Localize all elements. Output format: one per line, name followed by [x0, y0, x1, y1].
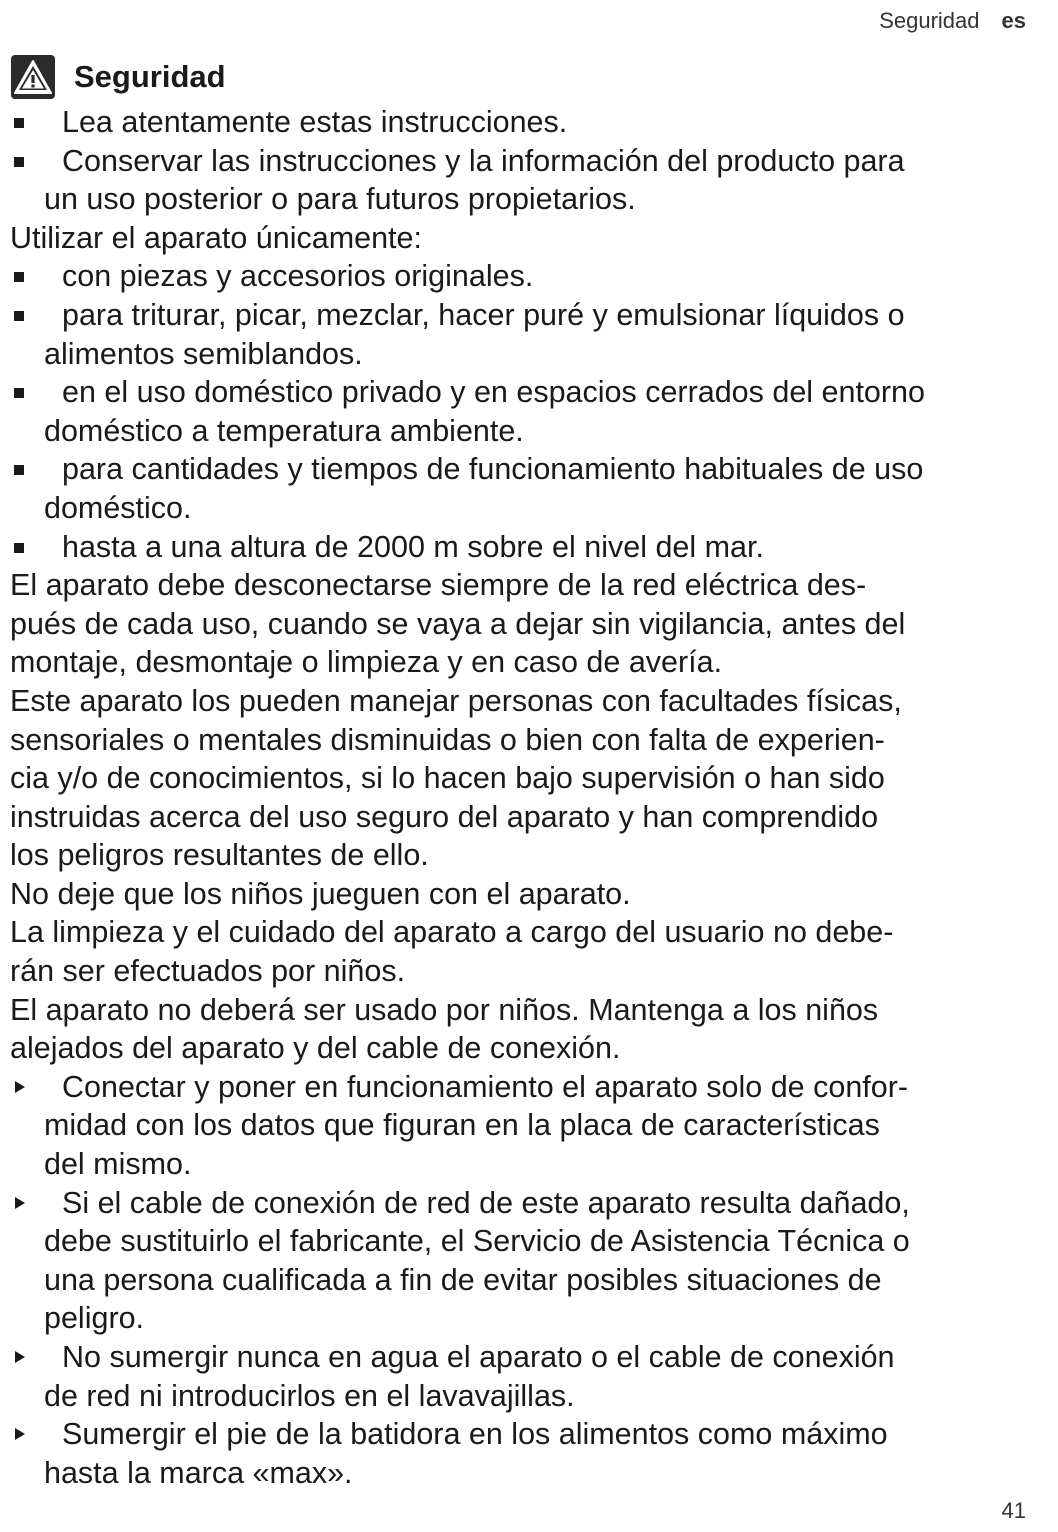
section-heading: Seguridad — [74, 59, 226, 94]
body-paragraph: Utilizar el aparato únicamente: — [10, 220, 422, 255]
list-item-continuation: doméstico. — [44, 490, 192, 525]
list-item-text: No sumergir nunca en agua el aparato o el cable de conexión — [62, 1340, 895, 1374]
running-header — [879, 8, 1026, 34]
section-title — [10, 52, 226, 102]
bullet-list-item — [10, 450, 1050, 527]
list-item-continuation: doméstico a temperatura ambiente. — [44, 413, 524, 448]
body-paragraph: La limpieza y el cuidado del aparato a cargo del usuario no debe- rán ser efectuados por niños. — [10, 915, 894, 989]
list-item-text: con piezas y accesorios originales. — [62, 259, 534, 294]
body-paragraph: El aparato no deberá ser usado por niños. Mantenga a los niños alejados del aparato y del cable de conexión. — [10, 992, 879, 1066]
list-item-text: Sumergir el pie de la batidora en los alimentos como máximo — [62, 1417, 888, 1452]
body-paragraph: No deje que los niños jueguen con el aparato. — [10, 876, 631, 911]
instruction-list-item — [10, 1068, 1050, 1184]
list-item-continuation: alimentos semiblandos. — [44, 336, 363, 371]
body-paragraph: El aparato debe desconectarse siempre de la red eléctrica des- pués de cada uso, cuando se vaya a dejar sin vigilancia, antes del montaje, desmontaje o limpieza y en caso de avería. — [10, 568, 906, 680]
bullet-list-item — [10, 296, 1050, 373]
instruction-list-item — [10, 1338, 1050, 1415]
instruction-list-item — [10, 1184, 1050, 1338]
list-item-text: para cantidades y tiempos de funcionamiento habituales de uso — [62, 452, 924, 487]
bullet-list-item — [10, 103, 1050, 142]
page-number: 41 — [1001, 1498, 1026, 1523]
list-item-text: Conectar y poner en funcionamiento el aparato solo de confor- — [62, 1069, 909, 1104]
list-item-text: para triturar, picar, mezclar, hacer puré y emulsionar líquidos o — [62, 297, 905, 332]
safety-content — [10, 103, 1050, 1492]
list-item-continuation: un uso posterior o para futuros propietarios. — [44, 182, 636, 217]
bullet-list-item — [10, 528, 1050, 567]
list-item-continuation: midad con los datos que figuran en la placa de características del mismo. — [44, 1108, 880, 1182]
header-language-code: es — [1001, 8, 1026, 33]
warning-triangle-icon — [10, 54, 56, 100]
list-item-text: Lea atentamente estas instrucciones. — [62, 105, 568, 139]
list-item-text: Conservar las instrucciones y la información del producto para — [62, 143, 905, 178]
list-item-text: hasta a una altura de 2000 m sobre el nivel del mar. — [62, 529, 764, 564]
list-item-text: Si el cable de conexión de red de este aparato resulta dañado, — [62, 1185, 910, 1220]
header-section-label: Seguridad — [879, 8, 980, 33]
list-item-continuation: debe sustituirlo el fabricante, el Servicio de Asistencia Técnica o una persona cualificada a fin de evitar posibles situaciones de peligro. — [44, 1224, 910, 1336]
body-paragraph: Este aparato los pueden manejar personas con facultades físicas, sensoriales o mentales disminuidas o bien con falta de experien- cia y/o de conocimientos, si lo hacen bajo supervisión o han sido instruidas acerca del uso seguro del aparato y han comprendido los peligros resultantes de ello. — [10, 683, 902, 873]
bullet-list-item — [10, 257, 1050, 296]
bullet-list-item — [10, 373, 1050, 450]
list-item-text: en el uso doméstico privado y en espacios cerrados del entorno — [62, 375, 925, 410]
list-item-continuation: hasta la marca «max». — [44, 1455, 353, 1490]
list-item-continuation: de red ni introducirlos en el lavavajillas. — [44, 1378, 575, 1413]
bullet-list-item — [10, 142, 1050, 219]
instruction-list-item — [10, 1415, 1050, 1492]
